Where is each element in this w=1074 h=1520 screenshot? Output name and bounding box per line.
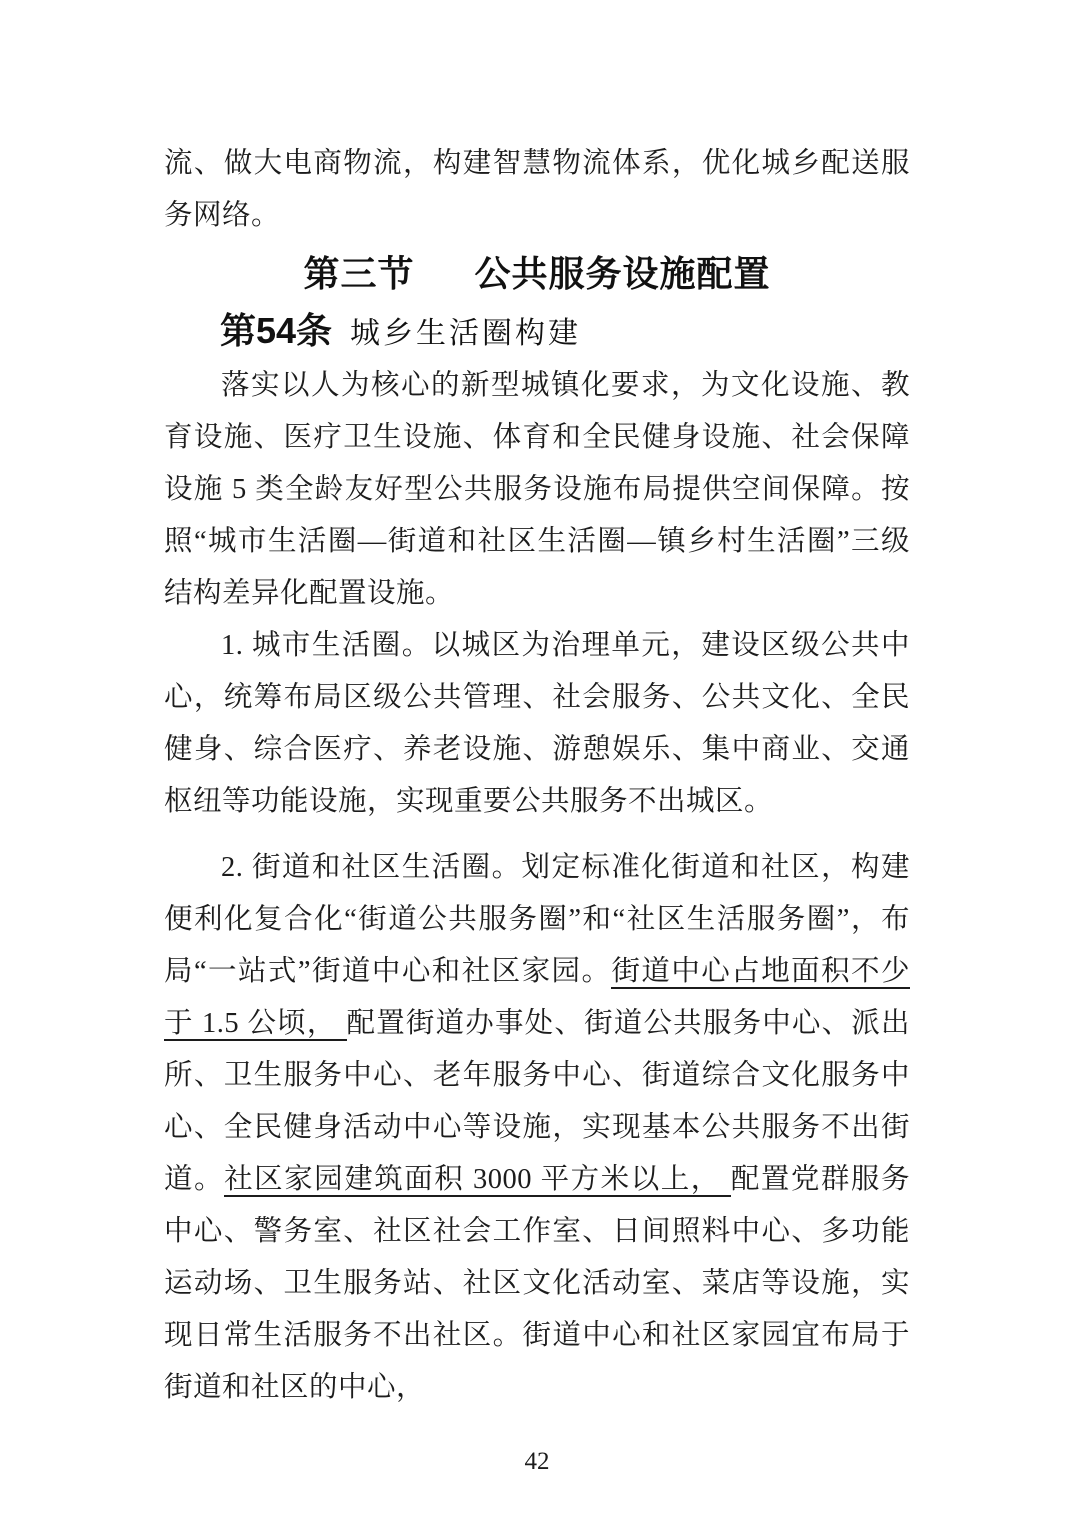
page-number: 42 <box>524 1448 550 1475</box>
paragraph <box>164 360 910 620</box>
text-segment: 1. 城市生活圈。以城区为治理单元，建设区级公共中心，统筹布局区级公共管理、社会服务、公共文化、全民健身、综合医疗、养老设施、游憩娱乐、集中商业、交通枢纽等功能设施，实现重要公共服务不出城区。 <box>164 630 910 817</box>
text-segment: 配置党群服务中心、警务室、社区社会工作室、日间照料中心、多功能运动场、卫生服务站、社区文化活动室、菜店等设施，实现日常生活服务不出社区。街道中心和社区家园宜布局于街道和社区的中心， <box>164 1164 910 1403</box>
section-title: 公共服务设施配置 <box>474 253 771 294</box>
text-segment: 2. 街道和社区生活圈。划定标准化街道和社区，构建便利化复合化“街道公共服务圈”和“社区生活服务圈”，布局“一站式”街道中心和社区家园。 <box>164 852 910 987</box>
article-heading <box>164 305 910 360</box>
section-label: 第三节 <box>303 253 415 294</box>
paragraph <box>164 620 910 828</box>
section-heading <box>164 248 910 300</box>
article-number: 第54条 <box>220 310 333 351</box>
continuation-paragraph: 流、做大电商物流，构建智慧物流体系，优化城乡配送服务网络。 <box>164 148 910 231</box>
underlined-text-segment: 社区家园建筑面积 3000 平方米以上， <box>224 1164 731 1197</box>
body-paragraphs <box>164 360 910 1414</box>
text-segment: 落实以人为核心的新型城镇化要求，为文化设施、教育设施、医疗卫生设施、体育和全民健身设施、社会保障设施 5 类全龄友好型公共服务设施布局提供空间保障。按照“城市生活圈—街道和社区生活圈—镇乡村生活圈”三级结构差异化配置设施。 <box>164 370 910 609</box>
text-segment: 配置街道办事处、街道公共服务中心、派出所、卫生服务中心、老年服务中心、街道综合文化服务中心、全民健身活动中心等设施，实现基本公共服务不出街道。 <box>164 1008 910 1195</box>
paragraph <box>164 842 910 1414</box>
underlined-text-segment: 街道中心占地面积不少于 1.5 公顷， <box>164 956 910 1039</box>
article-title: 城乡生活圈构建 <box>350 317 582 350</box>
